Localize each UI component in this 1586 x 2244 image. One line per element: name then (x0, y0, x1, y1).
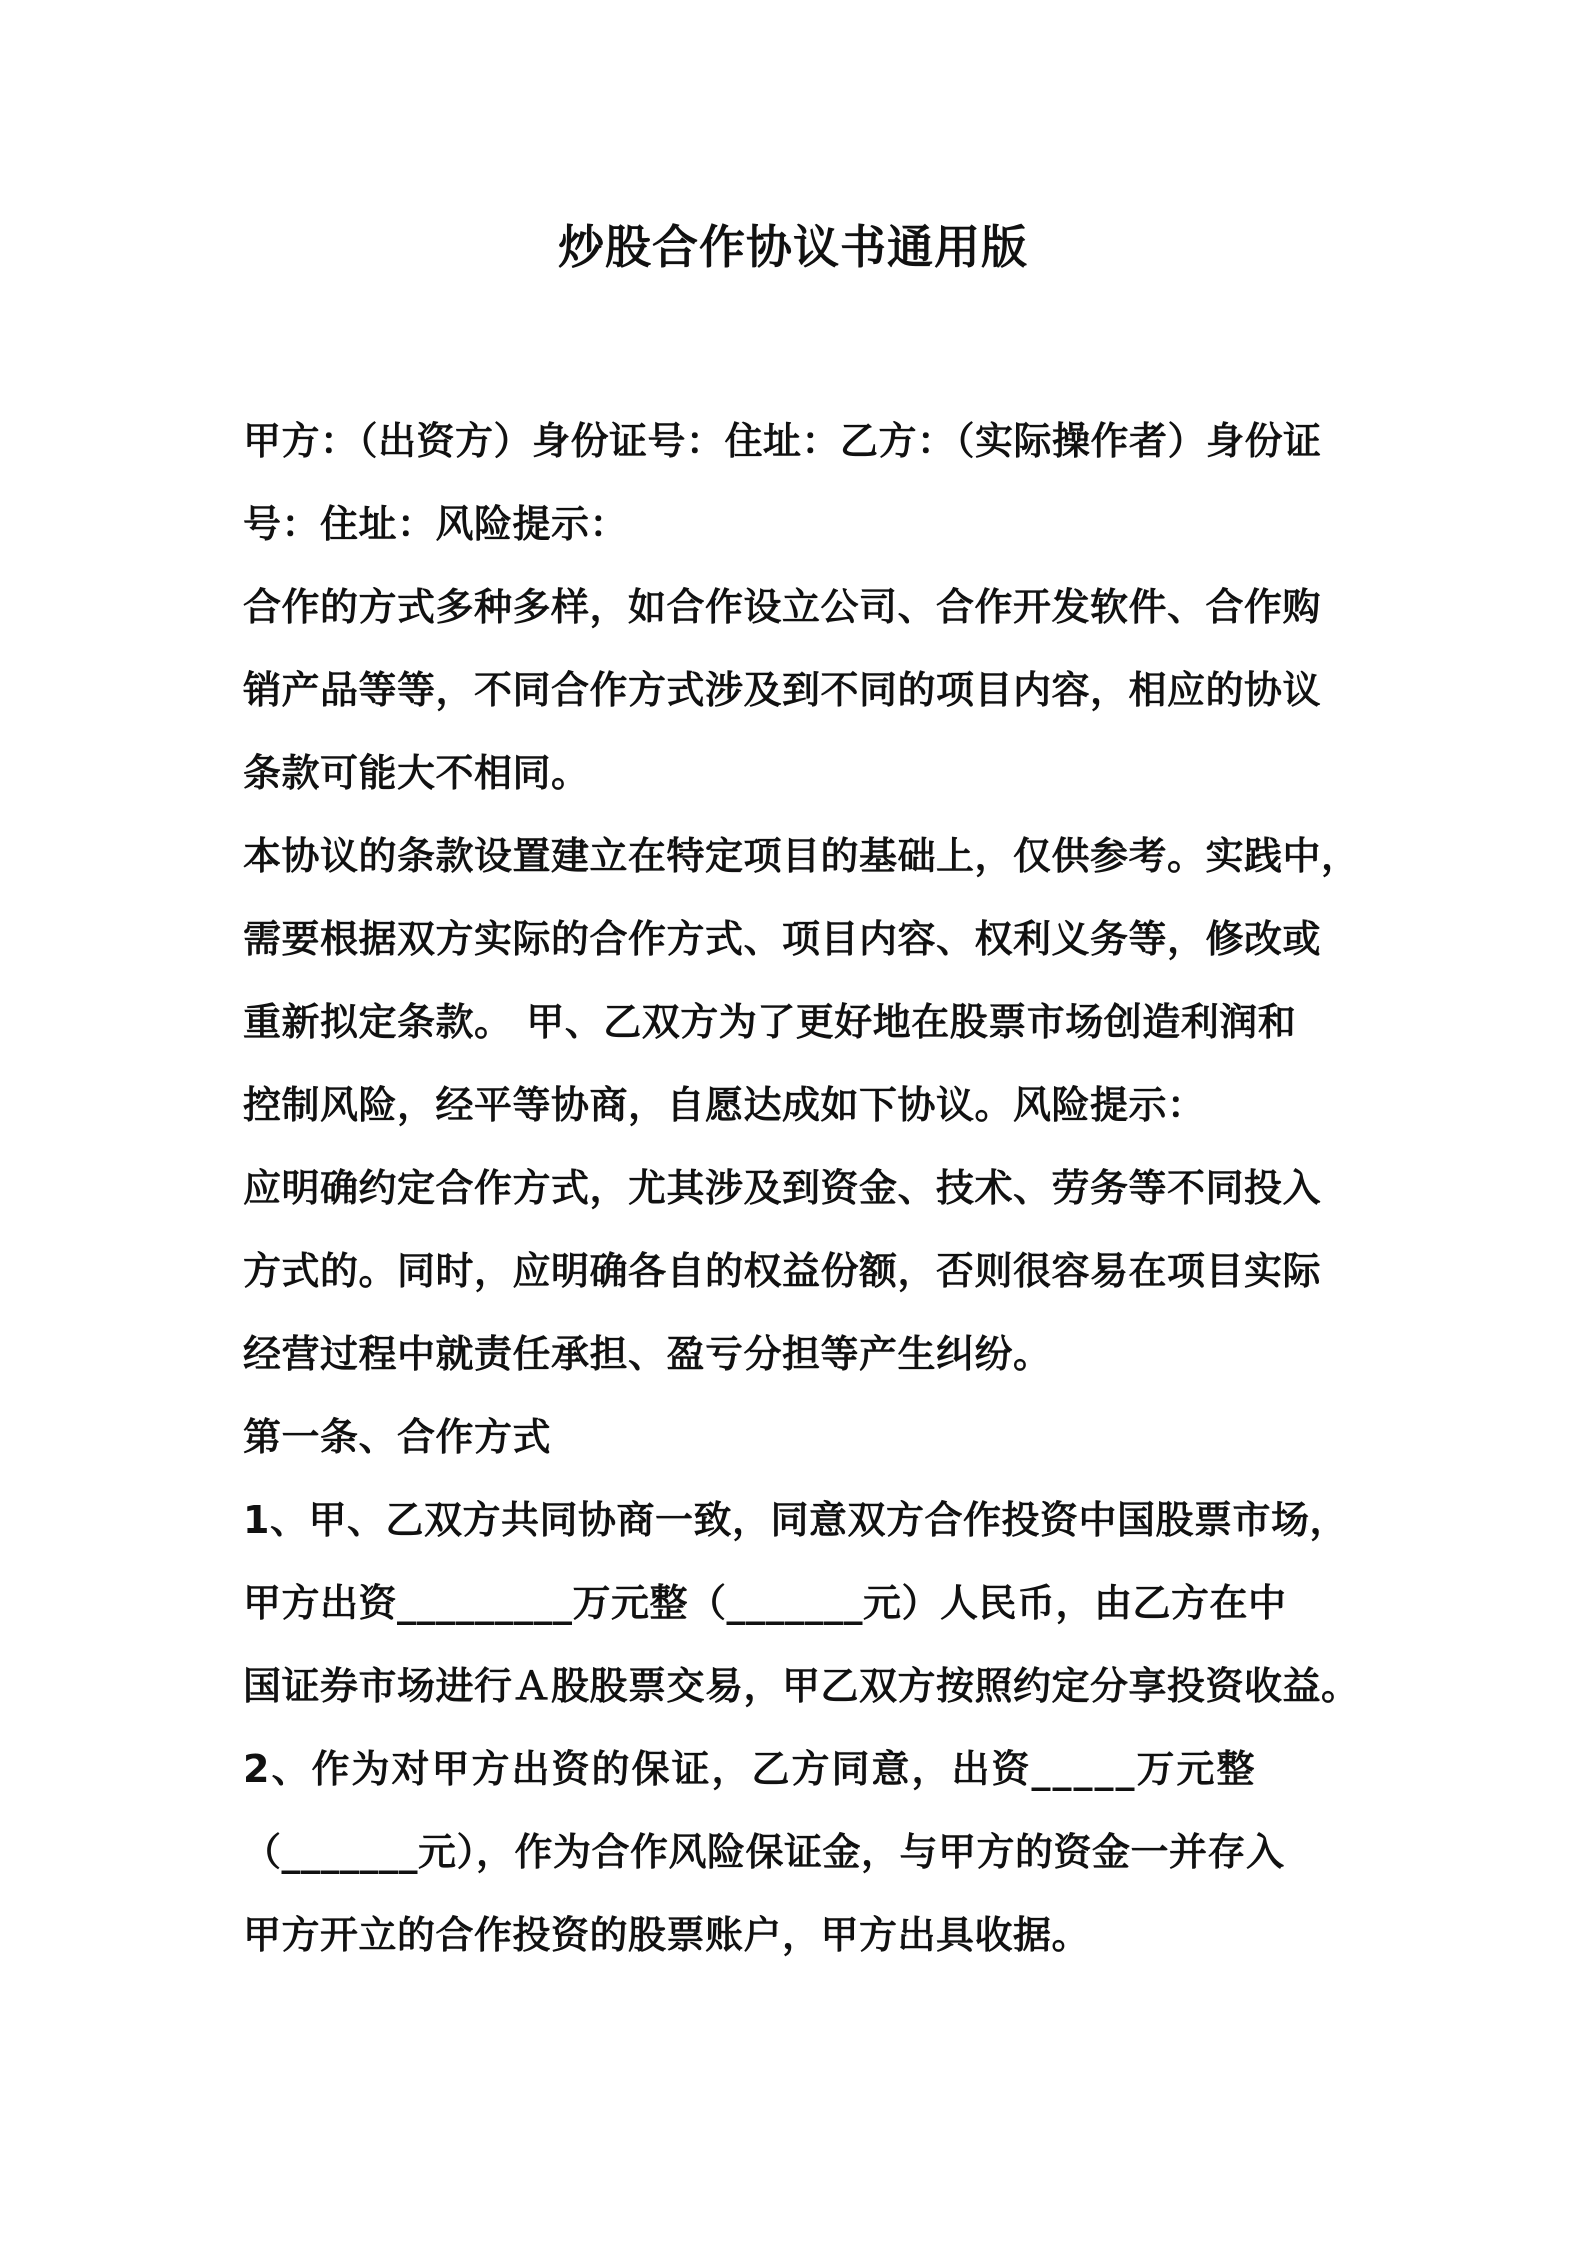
text-line-19: 甲方开立的合作投资的股票账户，甲方出具收据。 (243, 1913, 1091, 1957)
text-line-9: 控制风险，经平等协商，自愿达成如下协议。风险提示： (243, 1083, 1206, 1127)
document-title: 炒股合作协议书通用版 (558, 220, 1028, 274)
text-line-7: 需要根据双方实际的合作方式、项目内容、权利义务等，修改或 (243, 917, 1322, 961)
text-line-12: 经营过程中就责任承担、盈亏分担等产生纠纷。 (243, 1332, 1052, 1376)
text-line-18: （_______元），作为合作风险保证金，与甲方的资金一并存入 (243, 1830, 1285, 1874)
text-line-5: 条款可能大不相同。 (243, 751, 590, 795)
text-line-3: 合作的方式多种多样，如合作设立公司、合作开发软件、合作购 (243, 585, 1322, 629)
text-line-11: 方式的。同时，应明确各自的权益份额，否则很容易在项目实际 (243, 1249, 1322, 1293)
text-line-1: 甲方：（出资方）身份证号：住址：乙方：（实际操作者）身份证 (243, 419, 1322, 463)
text-line-6: 本协议的条款设置建立在特定项目的基础上，仅供参考。实践中， (243, 834, 1360, 878)
section-heading: 第一条、合作方式 (243, 1415, 552, 1459)
text-line-14: 1、甲、乙双方共同协商一致，同意双方合作投资中国股票市场， (243, 1498, 1348, 1542)
text-line-4: 销产品等等，不同合作方式涉及到不同的项目内容，相应的协议 (243, 668, 1322, 712)
text-line-8: 重新拟定条款。 甲、乙双方为了更好地在股票市场创造利润和 (243, 1000, 1297, 1044)
text-line-17: 2、作为对甲方出资的保证，乙方同意，出资_____万元整 (243, 1747, 1257, 1791)
text-line-10: 应明确约定合作方式，尤其涉及到资金、技术、劳务等不同投入 (243, 1166, 1322, 1210)
document-body (243, 400, 1363, 1977)
text-line-16: 国证券市场进行Ａ股股票交易，甲乙双方按照约定分享投资收益。 (243, 1664, 1360, 1708)
text-line-15: 甲方出资_________万元整（_______元）人民币，由乙方在中 (243, 1581, 1287, 1625)
text-line-2: 号：住址：风险提示： (243, 502, 629, 546)
